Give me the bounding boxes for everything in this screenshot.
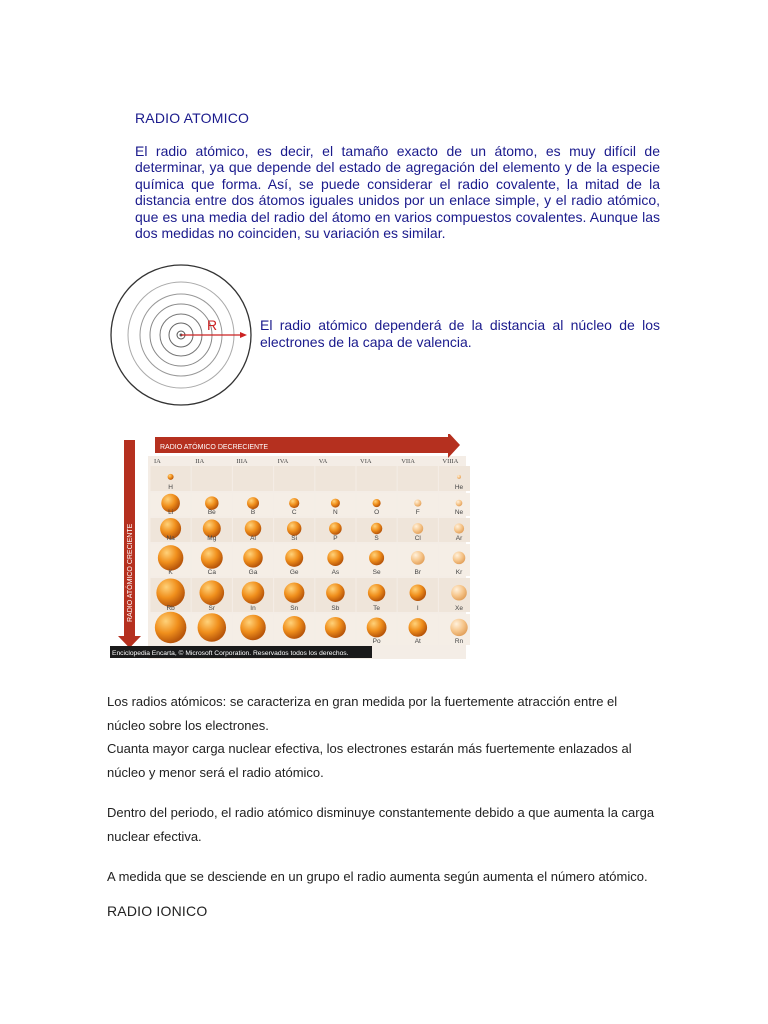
paragraph-atomic-radius-attraction xyxy=(107,690,667,784)
element-symbol: S xyxy=(374,535,379,542)
atom-ball xyxy=(412,523,423,534)
atom-ball xyxy=(457,475,461,479)
atom-ball xyxy=(198,613,227,642)
atom-ball xyxy=(331,499,340,508)
element-symbol: In xyxy=(250,605,256,612)
element-symbol: Rb xyxy=(166,605,175,612)
element-symbol: K xyxy=(168,569,173,576)
element-symbol: F xyxy=(415,509,420,516)
element-symbol: B xyxy=(250,509,256,516)
atom-ball xyxy=(368,584,385,601)
element-symbol: P xyxy=(333,535,338,542)
text-line: Los radios atómicos: se caracteriza en gran medida por la fuertemente atracción entre el xyxy=(107,694,618,709)
atom-ball xyxy=(409,618,428,637)
atom-ball xyxy=(289,498,299,508)
atom-caption: El radio atómico dependerá de la distancia al núcleo de los electrones de la capa de valencia. xyxy=(260,317,660,350)
element-symbol: Mg xyxy=(207,535,217,542)
text-line: Cuanta mayor carga nuclear efectiva, los electrones estarán más fuertemente enlazados al xyxy=(107,741,632,756)
paragraph-group-trend xyxy=(107,865,667,889)
atom-ball xyxy=(454,523,464,533)
paragraph-period-trend xyxy=(107,801,667,848)
element-symbol: Kr xyxy=(455,569,463,576)
element-symbol: O xyxy=(374,509,380,516)
side-arrow-label: RADIO ATÓMICO CRECIENTE xyxy=(127,523,134,622)
table-cell xyxy=(233,466,273,491)
element-symbol: Na xyxy=(166,535,175,542)
element-symbol: Rn xyxy=(454,638,464,645)
atom-ball xyxy=(373,499,381,507)
group-label: VIA xyxy=(360,458,372,465)
element-symbol: Cl xyxy=(414,535,421,542)
radius-label: R xyxy=(207,317,218,333)
atom-ball xyxy=(156,578,185,607)
group-label: IIIA xyxy=(236,458,248,465)
element-symbol: Ga xyxy=(248,569,258,576)
table-cell xyxy=(192,466,232,491)
table-cell xyxy=(315,466,355,491)
atom-ball xyxy=(283,616,306,639)
text-line: núcleo sobre los electrones. xyxy=(107,717,269,733)
element-symbol: N xyxy=(333,509,338,516)
atom-ball xyxy=(200,580,225,605)
section-heading-radio-ionico: RADIO IONICO xyxy=(107,903,208,919)
element-symbol: Ne xyxy=(454,509,464,516)
table-cell xyxy=(274,466,314,491)
atom-ball xyxy=(242,581,265,604)
top-arrow-label: RADIO ATÓMICO DECRECIENTE xyxy=(160,444,268,451)
element-symbol: Be xyxy=(207,509,216,516)
atom-ball xyxy=(205,496,219,510)
atom-ball xyxy=(327,550,343,566)
atom-ball xyxy=(456,500,463,507)
atom-ball xyxy=(371,523,382,534)
group-label: IIA xyxy=(195,458,205,465)
atom-ball xyxy=(158,545,184,571)
atom-ball xyxy=(451,585,467,601)
atom-ball xyxy=(326,583,345,602)
element-symbol: At xyxy=(414,638,421,645)
atom-ball xyxy=(411,551,425,565)
atom-ball xyxy=(247,497,259,509)
figure-credit: Enciclopedia Encarta, © Microsoft Corporation. Reservados todos los derechos. xyxy=(112,650,349,657)
atom-ball xyxy=(325,617,346,638)
element-symbol: Sb xyxy=(331,605,340,612)
atom-ball xyxy=(240,615,266,641)
atom-radius-diagram xyxy=(108,262,258,412)
group-label: VIIIA xyxy=(442,458,459,465)
group-label: IA xyxy=(154,458,161,465)
element-symbol: H xyxy=(168,484,173,491)
periodic-atomic-radius-figure xyxy=(110,434,470,659)
element-symbol: Si xyxy=(291,535,298,542)
element-symbol: Te xyxy=(373,605,381,612)
text-line: nuclear efectiva. xyxy=(107,828,202,844)
element-symbol: Li xyxy=(168,509,174,516)
element-symbol: Se xyxy=(372,569,381,576)
element-symbol: Ge xyxy=(289,569,299,576)
intro-paragraph: El radio atómico, es decir, el tamaño exacto de un átomo, es muy difícil de determinar, ya que depende del estado de agregación del elemento y de la especie química que forma. Así, se puede considerar el radio covalente, la mitad de la distancia entre dos átomos iguales unidos por un enlace simple, y el radio atómico, que es una media del radio del átomo en varios compuestos covalentes. Aunque las dos medidas no coinciden, su variación es similar. xyxy=(135,143,660,242)
atom-ball xyxy=(201,547,223,569)
atom-ball xyxy=(453,552,466,565)
atom-ball xyxy=(329,522,342,535)
table-cell xyxy=(398,466,438,491)
element-symbol: C xyxy=(291,509,297,516)
page-title: RADIO ATOMICO xyxy=(135,110,250,126)
atom-ball xyxy=(410,584,427,601)
atom-ball xyxy=(284,583,304,603)
atom-ball xyxy=(450,619,467,636)
atom-ball xyxy=(243,548,263,568)
element-symbol: Xe xyxy=(455,605,463,612)
element-symbol: Po xyxy=(372,638,381,645)
atom-ball xyxy=(414,499,421,506)
atom-ball xyxy=(369,550,384,565)
text-line: Dentro del periodo, el radio atómico disminuye constantemente debido a que aumenta la carga xyxy=(107,805,655,820)
element-symbol: Al xyxy=(250,535,256,542)
group-label: VIIA xyxy=(401,458,415,465)
group-label: VA xyxy=(318,458,328,465)
element-symbol: Br xyxy=(414,569,422,576)
atom-ball xyxy=(287,521,301,535)
atom-ball xyxy=(367,618,387,638)
atom-ball xyxy=(168,474,174,480)
group-label: IVA xyxy=(277,458,289,465)
element-symbol: I xyxy=(416,605,419,612)
text-line: núcleo y menor será el radio atómico. xyxy=(107,764,324,780)
text-line: A medida que se desciende en un grupo el radio aumenta según aumenta el número atómico. xyxy=(107,869,648,884)
atom-ball xyxy=(155,612,187,644)
element-symbol: Sr xyxy=(208,605,216,612)
element-symbol: As xyxy=(331,569,340,576)
element-symbol: Sn xyxy=(290,605,299,612)
element-symbol: Ar xyxy=(455,535,463,542)
element-symbol: He xyxy=(454,484,464,491)
table-cell xyxy=(357,466,397,491)
atom-ball xyxy=(285,549,303,567)
element-symbol: Ca xyxy=(207,569,216,576)
